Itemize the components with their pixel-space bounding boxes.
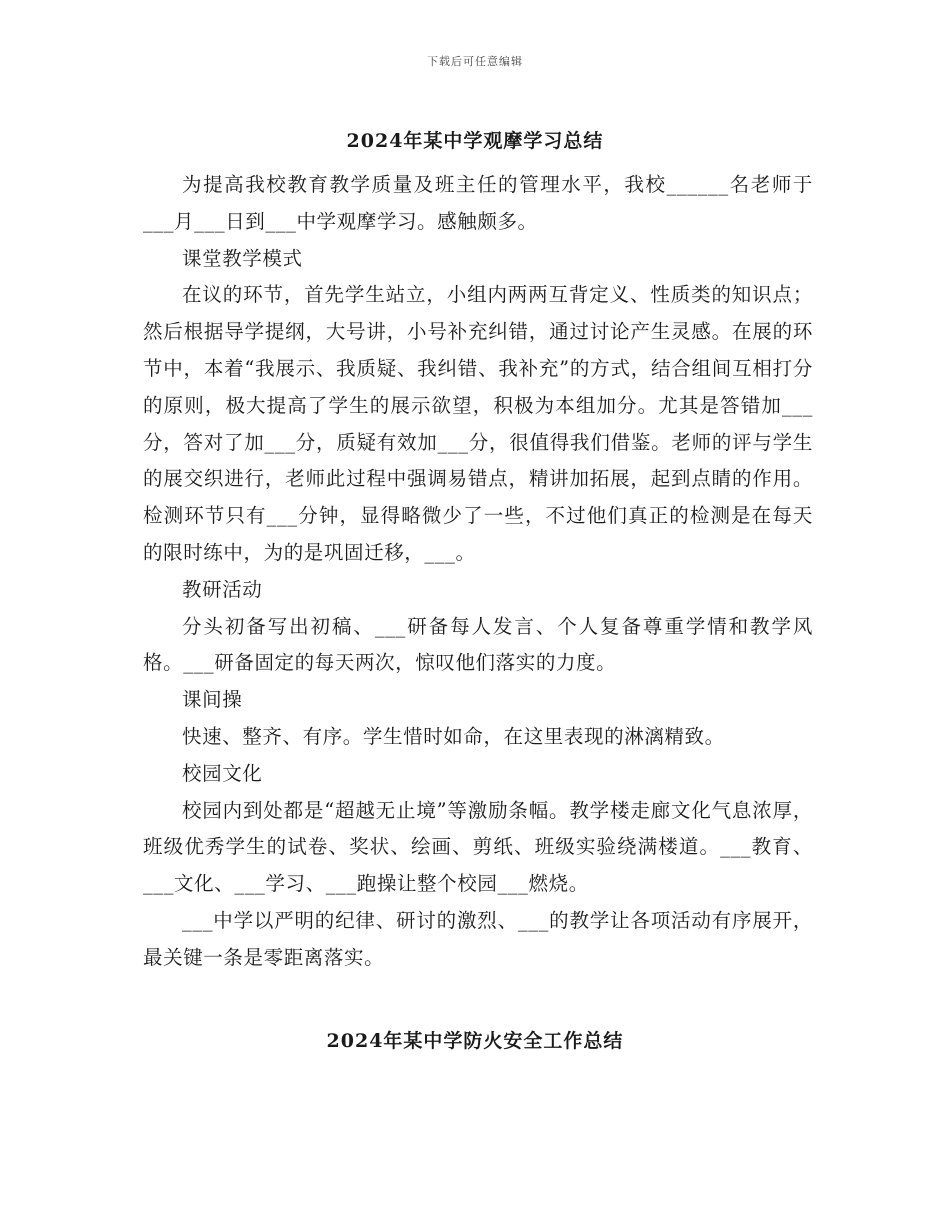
paragraph-teaching-research: 分头初备写出初稿、___研备每人发言、个人复备尊重学情和教学风格。___研备固定的每天两次，惊叹他们落实的力度。	[143, 614, 813, 675]
section-heading-classroom-teaching: 课堂教学模式	[182, 246, 303, 270]
section-heading-exercise: 课间操	[182, 688, 243, 712]
paragraph-exercise: 快速、整齐、有序。学生惜时如命，在这里表现的淋漓精致。	[182, 724, 725, 748]
page-header-note: 下载后可任意编辑	[427, 55, 523, 68]
paragraph-intro: 为提高我校教育教学质量及班主任的管理水平，我校______名老师于___月___日到___中学观摩学习。感触颇多。	[143, 173, 813, 233]
next-document-title: 2024年某中学防火安全工作总结	[326, 1030, 624, 1052]
paragraph-conclusion: ___中学以严明的纪律、研讨的激烈、___的教学让各项活动有序展开，最关键一条是零距离落实。	[143, 908, 813, 969]
paragraph-campus-culture: 校园内到处都是“超越无止境”等激励条幅。教学楼走廊文化气息浓厚，班级优秀学生的试卷、奖状、绘画、剪纸、班级实验绕满楼道。___教育、___文化、___学习、___跑操让整个校园___燃烧。	[143, 798, 813, 896]
section-heading-teaching-research: 教研活动	[182, 577, 263, 601]
paragraph-classroom-teaching: 在议的环节，首先学生站立，小组内两两互背定义、性质类的知识点；然后根据导学提纲，大号讲，小号补充纠错，通过讨论产生灵感。在展的环节中，本着“我展示、我质疑、我纠错、我补充”的方式，结合组间互相打分的原则，极大提高了学生的展示欲望，积极为本组加分。尤其是答错加___分，答对了加___分，质疑有效加___分，很值得我们借鉴。老师的评与学生的展交织进行，老师此过程中强调易错点，精讲加拓展，起到点睛的作用。检测环节只有___分钟，显得略微少了一些，不过他们真正的检测是在每天的限时练中，为的是巩固迁移，___。	[143, 283, 813, 564]
section-heading-campus-culture: 校园文化	[182, 761, 263, 785]
document-body	[143, 167, 813, 977]
document-title: 2024年某中学观摩学习总结	[346, 130, 604, 152]
